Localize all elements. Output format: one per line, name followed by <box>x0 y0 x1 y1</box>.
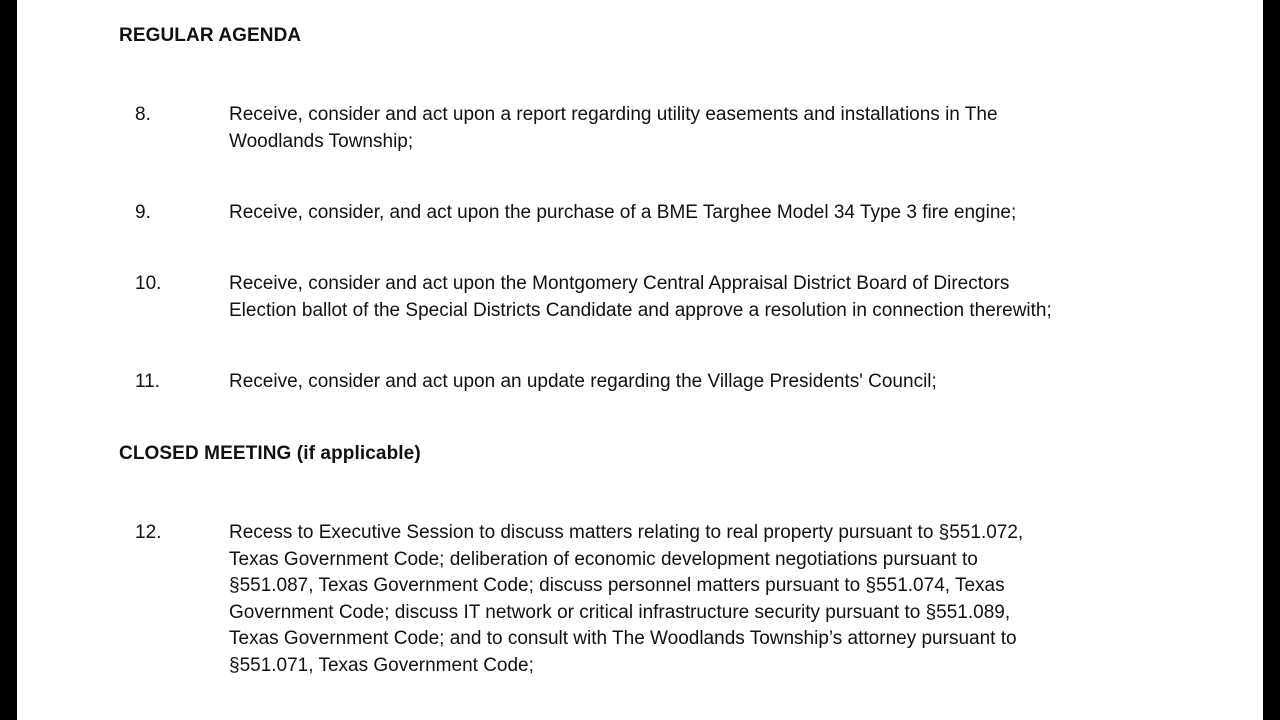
agenda-item-line: §551.087, Texas Government Code; discuss personnel matters pursuant to §551.074, Texas <box>229 575 1005 596</box>
agenda-item-line: Receive, consider, and act upon the purchase of a BME Targhee Model 34 Type 3 fire engine; <box>229 202 1017 223</box>
agenda-item-line: Woodlands Township; <box>229 130 414 152</box>
agenda-item-text <box>229 369 1229 396</box>
agenda-item-number: 12. <box>135 522 162 543</box>
section-heading-regular-agenda: REGULAR AGENDA <box>119 25 302 46</box>
agenda-item-line: Receive, consider and act upon the Montgomery Central Appraisal District Board of Directors <box>229 273 1010 294</box>
agenda-item-text <box>229 102 1229 155</box>
agenda-item-line: Texas Government Code; and to consult with The Woodlands Township’s attorney pursuant to <box>229 628 1017 649</box>
agenda-item-text <box>229 200 1229 227</box>
agenda-item-line: §551.071, Texas Government Code; <box>229 654 534 676</box>
agenda-item-line: Election ballot of the Special Districts Candidate and approve a resolution in connection therewith; <box>229 299 1052 321</box>
agenda-item-text <box>229 271 1229 324</box>
agenda-item-number: 10. <box>135 273 162 294</box>
agenda-item-line: Texas Government Code; deliberation of economic development negotiations pursuant to <box>229 548 978 570</box>
agenda-item-line: Receive, consider and act upon an update regarding the Village Presidents' Council; <box>229 371 937 392</box>
section-heading-closed-meeting: CLOSED MEETING (if applicable) <box>119 443 421 464</box>
agenda-item-number: 11. <box>135 371 161 392</box>
agenda-item-line: Government Code; discuss IT network or critical infrastructure security pursuant to §551.089, <box>229 601 1011 623</box>
agenda-item-number: 8. <box>135 104 151 125</box>
agenda-item-number: 9. <box>135 202 151 223</box>
agenda-item-line: Recess to Executive Session to discuss matters relating to real property pursuant to §551.072, <box>229 522 1024 543</box>
agenda-item-line: Receive, consider and act upon a report regarding utility easements and installations in The <box>229 104 998 125</box>
agenda-item-text <box>229 520 1229 679</box>
document-page <box>17 0 1263 720</box>
